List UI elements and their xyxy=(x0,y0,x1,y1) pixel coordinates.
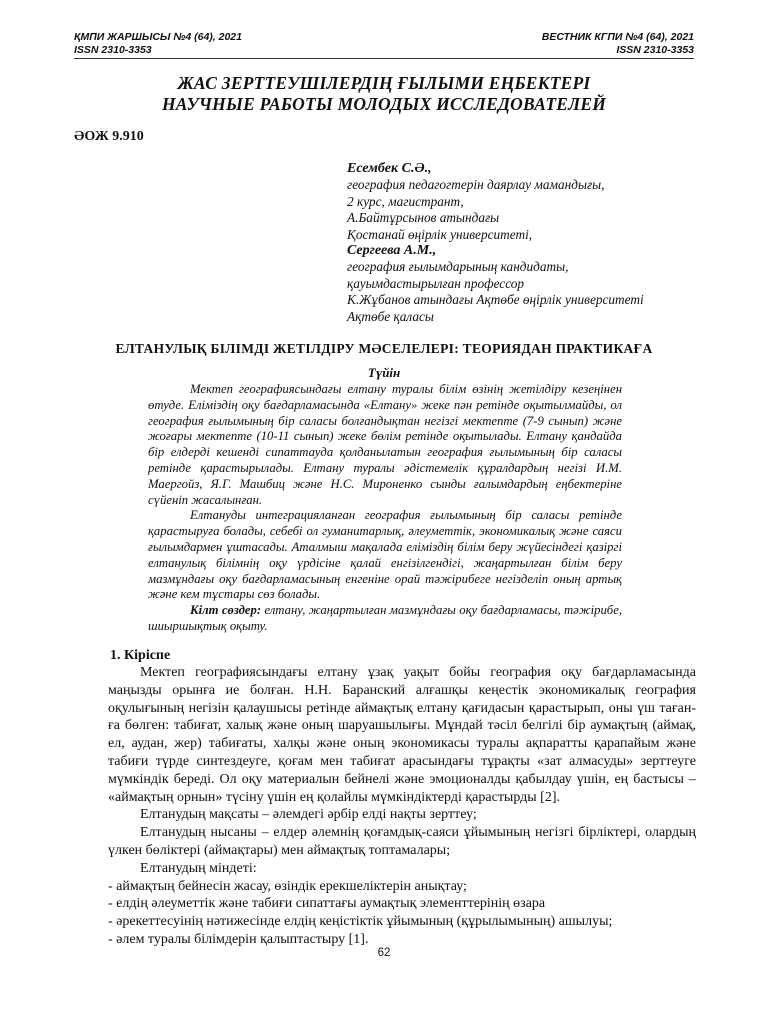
author-block xyxy=(347,161,644,325)
issn-right: ISSN 2310-3353 xyxy=(616,44,694,56)
header-left xyxy=(74,31,242,57)
keywords-label: Кілт сөздер: xyxy=(190,603,262,618)
body-paragraph xyxy=(108,860,696,878)
author1-name: Есембек С.Ә., xyxy=(347,161,432,176)
body-paragraph xyxy=(108,664,696,806)
author1-line: Қостанай өңірлік университеті, xyxy=(347,226,533,242)
keywords xyxy=(148,603,622,635)
abstract-paragraph: Елтануды интеграцияланған география ғылымының бір саласы ретінде қарастыруға болады, себебі ол гуманитарлық, әлеуметтік, экономикалық және саяси ғылымдармен ұштасады. Аталмыш мақалада еліміздің білім беру жүйесіндегі қазіргі елтанулық білімнің оқу үрдісіне қалай енгізілгендігі, жаңартылған білім беру мазмұндағы оқу бағдарламасының енгеніне орай тәжірибеге негізделіп оның артық және кем тұстары сөз болады. xyxy=(148,508,622,602)
author1-line: 2 курс, магистрант, xyxy=(347,193,464,209)
author1-line: А.Байтұрсынов атындағы xyxy=(347,210,500,226)
abstract-heading: Түйін xyxy=(367,365,401,380)
page-number: 62 xyxy=(377,947,391,959)
udc-code: ӘОЖ 9.910 xyxy=(74,129,144,144)
section-title xyxy=(74,73,694,115)
body-paragraph-text: Мектеп географиясындағы елтану ұзақ уақыт бойы география оқу бағдарламасында маңызды орынға ие болған. Н.Н. Баранский алғашқы кеңестік экономикалық география оқулығының негізін қалаушысы ретінде аймақтық елтану қағидасын қарастырып, оны үш таған-ға бөлген: табиғат, халық және оның шаруашылығы. Мұндай тәсіл белгілі бір аумақтың (аймақ, ел, аудан, жер) табиғаты, халқы және оның экономикасы туралы ақпаратты қарапайым және табиғи түрде синтездеуге, қоғам мен табиғат арасындағы тұрақты «зат алмасуды» зерттеуге мүмкіндік береді. Ол оқу материалын бейнелі және эмоционалды қабылдау үшін, ең бастысы – «аймақтың орнын» түсіну үшін ең қолайлы мүмкіндіктерді қарастырды [2]. xyxy=(108,665,696,805)
body-paragraph-text: Елтанудың мақсаты – әлемдегі әрбір елді нақты зерттеу; xyxy=(140,807,477,823)
issn-left: ISSN 2310-3353 xyxy=(74,44,152,56)
article-title: ЕЛТАНУЛЫҚ БІЛІМДІ ЖЕТІЛДІРУ МӘСЕЛЕЛЕРІ: ТЕОРИЯДАН ПРАКТИКАҒА xyxy=(115,341,653,356)
body-paragraph xyxy=(108,806,696,824)
author2-line: К.Жұбанов атындағы Ақтөбе өңірлік университеті xyxy=(347,292,644,308)
intro-heading: 1. Кіріспе xyxy=(110,648,171,663)
intro-body xyxy=(108,664,696,949)
body-paragraph-text: Елтанудың міндеті: xyxy=(140,860,257,876)
journal-name-ru: ВЕСТНИК КГПИ №4 (64), 2021 xyxy=(541,31,694,43)
author2-name: Сергеева А.М., xyxy=(347,243,437,259)
author1-line: география педагогтерін даярлау мамандығы, xyxy=(347,177,605,193)
body-paragraph-text: Елтанудың нысаны – елдер әлемнің қоғамдық-саяси ұйымының негізгі бірліктері, олардың үлкен бөліктері (аймақтары) мен аймақтық топтамалары; xyxy=(108,825,696,858)
author2-line: Ақтөбе қаласы xyxy=(347,308,434,324)
list-item: - әрекеттесуінің нәтижесінде елдің кеңістіктік ұйымының (құрылымының) ашылуы; xyxy=(108,914,613,930)
body-paragraph xyxy=(108,824,696,860)
header-divider xyxy=(74,58,694,59)
section-title-kz: ЖАС ЗЕРТТЕУШІЛЕРДІҢ ҒЫЛЫМИ ЕҢБЕКТЕРІ xyxy=(177,73,591,93)
list-item: - әлем туралы білімдерін қалыптастыру [1]. xyxy=(108,931,369,947)
author2-line: география ғылымдарының кандидаты, xyxy=(347,259,569,275)
section-title-ru: НАУЧНЫЕ РАБОТЫ МОЛОДЫХ ИССЛЕДОВАТЕЛЕЙ xyxy=(161,94,607,114)
author2-line: қауымдастырылған профессор xyxy=(347,275,525,291)
journal-name-kz: ҚМПИ ЖАРШЫСЫ №4 (64), 2021 xyxy=(74,31,242,43)
list-item: - аймақтың бейнесін жасау, өзіндік ерекшеліктерін анықтау; xyxy=(108,878,467,894)
list-item: - елдің әлеуметтік және табиғи сипаттағы аумақтық элементтерінің өзара xyxy=(108,896,546,912)
abstract xyxy=(148,382,622,635)
abstract-paragraph: Мектеп географиясындағы елтану туралы білім өзінің жетілдіру кезеңінен өтуде. Еліміздің оқу бағдарламасында «Елтану» жеке пән ретінде оқытылмайды, ол география ғылымының бір саласы болғандықтан негізгі мектепте (7-9 сынып) және жоғары мектепте (10-11 сынып) жеке бөлім ретінде оқытылады. Елтану қандайда бір елдерді кешенді сипаттауда қолданылатын география ғылымының бір саласы ретінде қарастырылады. Елтану туралы әдістемелік құралдардың негізі И.М. Маергойз, Я.Г. Машбиц және Н.С. Мироненко сынды ғалымдардың еңбектеріне сүйеніп жасалынған. xyxy=(148,382,622,507)
header-right xyxy=(542,31,694,57)
keywords-text: елтану, жаңартылған мазмұндағы оқу бағдарламасы, тәжірибе, шиыршықтық оқыту. xyxy=(148,603,622,633)
